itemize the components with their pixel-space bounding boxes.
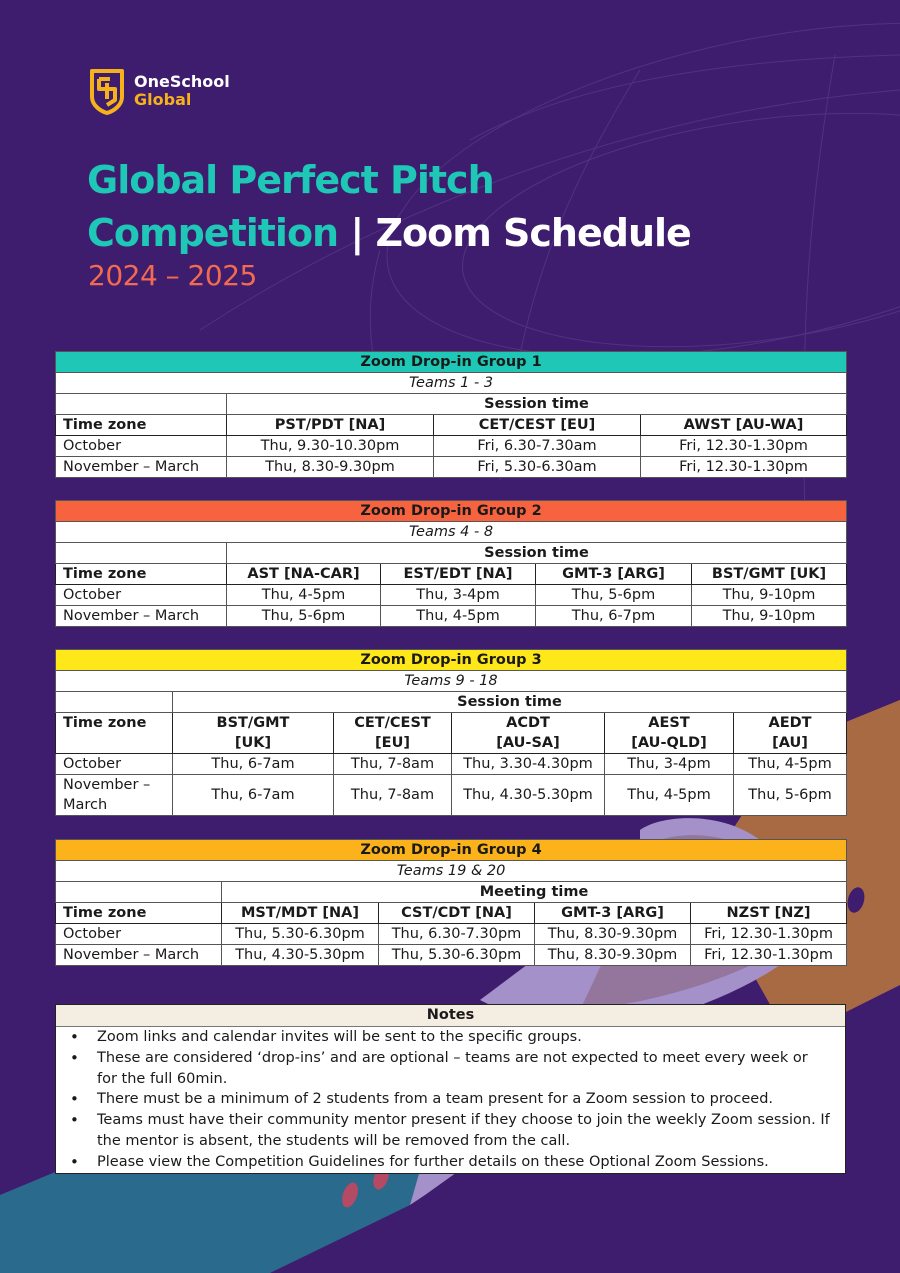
time-cell: Thu, 9-10pm xyxy=(692,606,847,627)
column-header-line: AEDT xyxy=(768,715,812,731)
column-header: AWST [AU-WA] xyxy=(641,415,847,436)
title-line-1: Global Perfect Pitch xyxy=(87,158,494,202)
page-title xyxy=(87,154,691,260)
column-header: CST/CDT [NA] xyxy=(379,903,535,924)
row-header: Time zone xyxy=(56,713,173,754)
empty-cell xyxy=(56,543,227,564)
notes-list xyxy=(56,1027,845,1173)
time-cell: Fri, 12.30-1.30pm xyxy=(691,945,847,966)
column-header: EST/EDT [NA] xyxy=(381,564,536,585)
shield-logo-icon xyxy=(88,67,126,115)
column-header-line: [UK] xyxy=(234,735,272,751)
empty-cell xyxy=(56,692,173,713)
time-cell: Thu, 7-8am xyxy=(334,775,452,816)
note-item: • Teams must have their community mentor present if they choose to join the weekly Zoom session. If the mentor is absent, the students will be removed from the call. xyxy=(56,1110,845,1152)
time-cell: Thu, 4-5pm xyxy=(227,585,381,606)
column-header: BST/GMT [UK] xyxy=(692,564,847,585)
column-header-line: BST/GMT xyxy=(216,715,290,731)
time-cell: Thu, 8.30-9.30pm xyxy=(535,945,691,966)
group-teams: Teams 19 & 20 xyxy=(56,861,847,882)
time-cell: Thu, 5.30-6.30pm xyxy=(222,924,379,945)
notes-box xyxy=(55,1004,846,1174)
note-item: • Please view the Competition Guidelines for further details on these Optional Zoom Sessions. xyxy=(56,1152,845,1173)
column-header: NZST [NZ] xyxy=(691,903,847,924)
notes-title: Notes xyxy=(56,1005,845,1027)
time-label: Session time xyxy=(227,394,847,415)
column-header: PST/PDT [NA] xyxy=(227,415,434,436)
time-cell: Fri, 12.30-1.30pm xyxy=(691,924,847,945)
empty-cell xyxy=(56,882,222,903)
row-label: October xyxy=(56,585,227,606)
note-item: • Zoom links and calendar invites will be sent to the specific groups. xyxy=(56,1027,845,1048)
row-header: Time zone xyxy=(56,903,222,924)
row-label: November – March xyxy=(56,606,227,627)
group-1-table xyxy=(55,351,847,478)
column-header-line: [AU-SA] xyxy=(496,735,560,751)
column-header xyxy=(173,713,334,754)
row-label: October xyxy=(56,754,173,775)
table-row xyxy=(56,945,847,966)
time-label: Meeting time xyxy=(222,882,847,903)
table-row xyxy=(56,606,847,627)
year-subtitle: 2024 – 2025 xyxy=(88,259,257,292)
time-cell: Thu, 6.30-7.30pm xyxy=(379,924,535,945)
time-cell: Thu, 8.30-9.30pm xyxy=(227,457,434,478)
table-row xyxy=(56,436,847,457)
time-cell: Thu, 6-7am xyxy=(173,754,334,775)
time-label: Session time xyxy=(173,692,847,713)
group-title: Zoom Drop-in Group 2 xyxy=(56,501,847,522)
title-line-2-white: | Zoom Schedule xyxy=(338,211,691,255)
row-label: October xyxy=(56,436,227,457)
logo-text-global: Global xyxy=(134,90,192,109)
time-cell: Thu, 7-8am xyxy=(334,754,452,775)
group-teams: Teams 4 - 8 xyxy=(56,522,847,543)
time-cell: Thu, 4.30-5.30pm xyxy=(222,945,379,966)
time-cell: Thu, 6-7am xyxy=(173,775,334,816)
table-row xyxy=(56,754,847,775)
column-header-line: [EU] xyxy=(375,735,410,751)
group-3-table xyxy=(55,649,847,816)
row-header: Time zone xyxy=(56,564,227,585)
row-label-line: March xyxy=(63,797,108,813)
time-cell: Thu, 5-6pm xyxy=(227,606,381,627)
column-header: GMT-3 [ARG] xyxy=(536,564,692,585)
column-header: CET/CEST [EU] xyxy=(434,415,641,436)
time-cell: Thu, 4-5pm xyxy=(734,754,847,775)
column-header-line: AEST xyxy=(648,715,690,731)
time-cell: Thu, 4.30-5.30pm xyxy=(452,775,605,816)
row-label xyxy=(56,775,173,816)
table-row xyxy=(56,457,847,478)
row-header: Time zone xyxy=(56,415,227,436)
group-title: Zoom Drop-in Group 4 xyxy=(56,840,847,861)
time-cell: Fri, 12.30-1.30pm xyxy=(641,457,847,478)
oneschool-logo xyxy=(88,67,230,115)
time-cell: Thu, 3.30-4.30pm xyxy=(452,754,605,775)
row-label-line: November – xyxy=(63,777,151,793)
column-header-line: CET/CEST xyxy=(354,715,431,731)
table-row xyxy=(56,924,847,945)
time-cell: Thu, 4-5pm xyxy=(605,775,734,816)
row-label: October xyxy=(56,924,222,945)
time-cell: Thu, 9.30-10.30pm xyxy=(227,436,434,457)
column-header xyxy=(334,713,452,754)
logo-text-oneschool: OneSchool xyxy=(134,72,230,91)
time-cell: Thu, 4-5pm xyxy=(381,606,536,627)
time-cell: Fri, 12.30-1.30pm xyxy=(641,436,847,457)
time-cell: Fri, 5.30-6.30am xyxy=(434,457,641,478)
title-line-2-teal: Competition xyxy=(87,211,339,255)
column-header-line: [AU-QLD] xyxy=(631,735,707,751)
time-cell: Thu, 5.30-6.30pm xyxy=(379,945,535,966)
column-header-line: [AU] xyxy=(772,735,808,751)
column-header: GMT-3 [ARG] xyxy=(535,903,691,924)
table-row xyxy=(56,775,847,816)
group-2-table xyxy=(55,500,847,627)
time-cell: Thu, 3-4pm xyxy=(381,585,536,606)
column-header: MST/MDT [NA] xyxy=(222,903,379,924)
group-teams: Teams 9 - 18 xyxy=(56,671,847,692)
column-header xyxy=(605,713,734,754)
note-item: • These are considered ‘drop-ins’ and are optional – teams are not expected to meet every week or for the full 60min. xyxy=(56,1048,845,1090)
time-label: Session time xyxy=(227,543,847,564)
time-cell: Fri, 6.30-7.30am xyxy=(434,436,641,457)
time-cell: Thu, 5-6pm xyxy=(536,585,692,606)
time-cell: Thu, 6-7pm xyxy=(536,606,692,627)
group-title: Zoom Drop-in Group 3 xyxy=(56,650,847,671)
note-item: • There must be a minimum of 2 students from a team present for a Zoom session to proceed. xyxy=(56,1089,845,1110)
column-header: AST [NA-CAR] xyxy=(227,564,381,585)
table-row xyxy=(56,585,847,606)
column-header xyxy=(734,713,847,754)
group-title: Zoom Drop-in Group 1 xyxy=(56,352,847,373)
time-cell: Thu, 3-4pm xyxy=(605,754,734,775)
empty-cell xyxy=(56,394,227,415)
time-cell: Thu, 8.30-9.30pm xyxy=(535,924,691,945)
column-header xyxy=(452,713,605,754)
row-label: November – March xyxy=(56,945,222,966)
time-cell: Thu, 5-6pm xyxy=(734,775,847,816)
time-cell: Thu, 9-10pm xyxy=(692,585,847,606)
group-teams: Teams 1 - 3 xyxy=(56,373,847,394)
column-header-line: ACDT xyxy=(506,715,550,731)
row-label: November – March xyxy=(56,457,227,478)
group-4-table xyxy=(55,839,847,966)
